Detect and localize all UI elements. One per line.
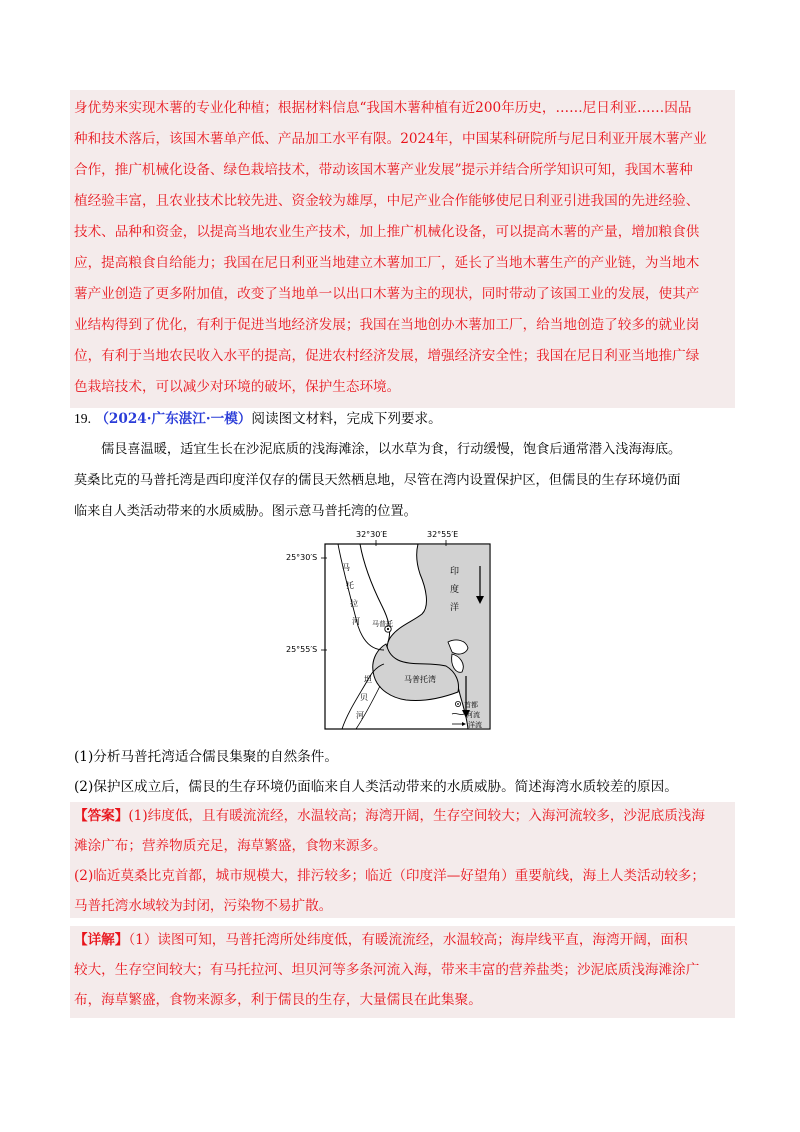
answer-block <box>70 802 735 918</box>
detail-line <box>74 930 688 950</box>
sub-question-1: (1)分析马普托湾适合儒艮集聚的自然条件。 <box>74 749 338 765</box>
lat-label: 25°55′S <box>286 645 318 654</box>
detail-tag: 【详解】 <box>74 932 129 948</box>
question-number: 19. <box>74 411 91 426</box>
answer-text: (1)纬度低，且有暖流流经，水温较高；海湾开阔，生存空间较大；入海河流较多，沙泥底质浅海 <box>128 808 705 824</box>
question-source: （2024·广东湛江·一模） <box>95 411 252 427</box>
answer-line <box>74 806 705 826</box>
river-label-char: 贝 <box>360 693 368 702</box>
river-label-char: 河 <box>356 711 364 720</box>
answer-line: 马普托湾水域较为封闭，污染物不易扩散。 <box>74 898 333 914</box>
legend-label: 洋流 <box>468 721 482 729</box>
explanation-line: 合作，推广机械化设备、绿色栽培技术，带动该国木薯产业发展”提示并结合所学知识可知，我国木薯种 <box>74 162 693 178</box>
river-label-char: 拉 <box>350 599 358 608</box>
detail-text: （1）读图可知，马普托湾所处纬度低，有暖流流经，水温较高；海岸线平直，海湾开阔，面积 <box>128 932 688 948</box>
explanation-line: 色栽培技术，可以减少对环境的破坏，保护生态环境。 <box>74 379 401 395</box>
explanation-line: 应，提高粮食自给能力；我国在尼日利亚当地建立木薯加工厂，延长了当地木薯生产的产业链，为当地木 <box>74 255 700 271</box>
river-label-char: 托 <box>346 581 354 590</box>
answer-line: (2)临近莫桑比克首都，城市规模大，排污较多；临近（印度洋—好望角）重要航线，海上人类活动较多； <box>74 868 705 884</box>
river-label-char: 坦 <box>364 675 372 684</box>
explanation-line: 身优势来实现木薯的专业化种植；根据材料信息“我国木薯种植有近200年历史，……尼日利亚……因品 <box>74 100 692 116</box>
lat-label: 25°30′S <box>286 553 318 562</box>
river-label-char: 马 <box>342 563 350 572</box>
maputo-bay-map <box>280 526 505 736</box>
explanation-line: 业结构得到了优化，有利于促进当地经济发展；我国在当地创办木薯加工厂，给当地创造了较多的就业岗 <box>74 317 700 333</box>
ocean-label-char: 印 <box>450 567 460 577</box>
river-label-char: 河 <box>352 617 360 626</box>
material-line: 莫桑比克的马普托湾是西印度洋仅存的儒艮天然栖息地，尽管在湾内设置保护区，但儒艮的生存环境仍面 <box>74 473 681 488</box>
detail-line: 较大，生存空间较大；有马托拉河、坦贝河等多条河流入海，带来丰富的营养盐类；沙泥底质浅海滩涂广 <box>74 962 700 978</box>
explanation-line: 技术、品种和资金，以提高当地农业生产技术，加上推广机械化设备，可以提高木薯的产量，增加粮食供 <box>74 224 700 240</box>
question-header <box>74 409 442 429</box>
explanation-line: 植经验丰富，且农业技术比较先进、资金较为雄厚，中尼产业合作能够使尼日利亚引进我国的先进经验、 <box>74 193 700 209</box>
ocean-label-char: 度 <box>450 585 460 595</box>
lon-label: 32°55′E <box>427 530 459 539</box>
material-line: 儒艮喜温暖，适宜生长在沙泥底质的浅海滩涂，以水草为食，行动缓慢，饱食后通常潜入浅海海底。 <box>101 442 682 457</box>
legend-label: 首都 <box>464 701 478 709</box>
explanation-line: 种和技术落后，该国木薯单产低、产品加工水平有限。2024年，中国某科研院所与尼日利亚开展木薯产业 <box>74 131 707 147</box>
capital-label: 马普托 <box>372 620 393 628</box>
question-instruction: 阅读图文材料，完成下列要求。 <box>251 411 442 427</box>
material-line: 临来自人类活动带来的水质威胁。图示意马普托湾的位置。 <box>74 504 417 519</box>
explanation-line: 位，有利于当地农民收入水平的提高，促进农村经济发展，增强经济安全性；我国在尼日利亚当地推广绿 <box>74 348 700 364</box>
lon-label: 32°30′E <box>356 530 388 539</box>
detail-block <box>70 926 735 1018</box>
ocean-label-char: 洋 <box>450 603 460 613</box>
detail-line: 布，海草繁盛，食物来源多，利于儒艮的生存，大量儒艮在此集聚。 <box>74 992 482 1008</box>
answer-tag: 【答案】 <box>74 808 129 824</box>
previous-explanation-block <box>70 90 735 408</box>
legend-label: 河流 <box>466 711 480 719</box>
explanation-line: 薯产业创造了更多附加值，改变了当地单一以出口木薯为主的现状，同时带动了该国工业的发展，使其产 <box>74 286 700 302</box>
sub-question-2: (2)保护区成立后，儒艮的生存环境仍面临来自人类活动带来的水质威胁。简述海湾水质较差的原因。 <box>74 779 678 795</box>
bay-label: 马普托湾 <box>404 675 436 684</box>
answer-line: 滩涂广布；营养物质充足，海草繁盛，食物来源多。 <box>74 838 387 854</box>
